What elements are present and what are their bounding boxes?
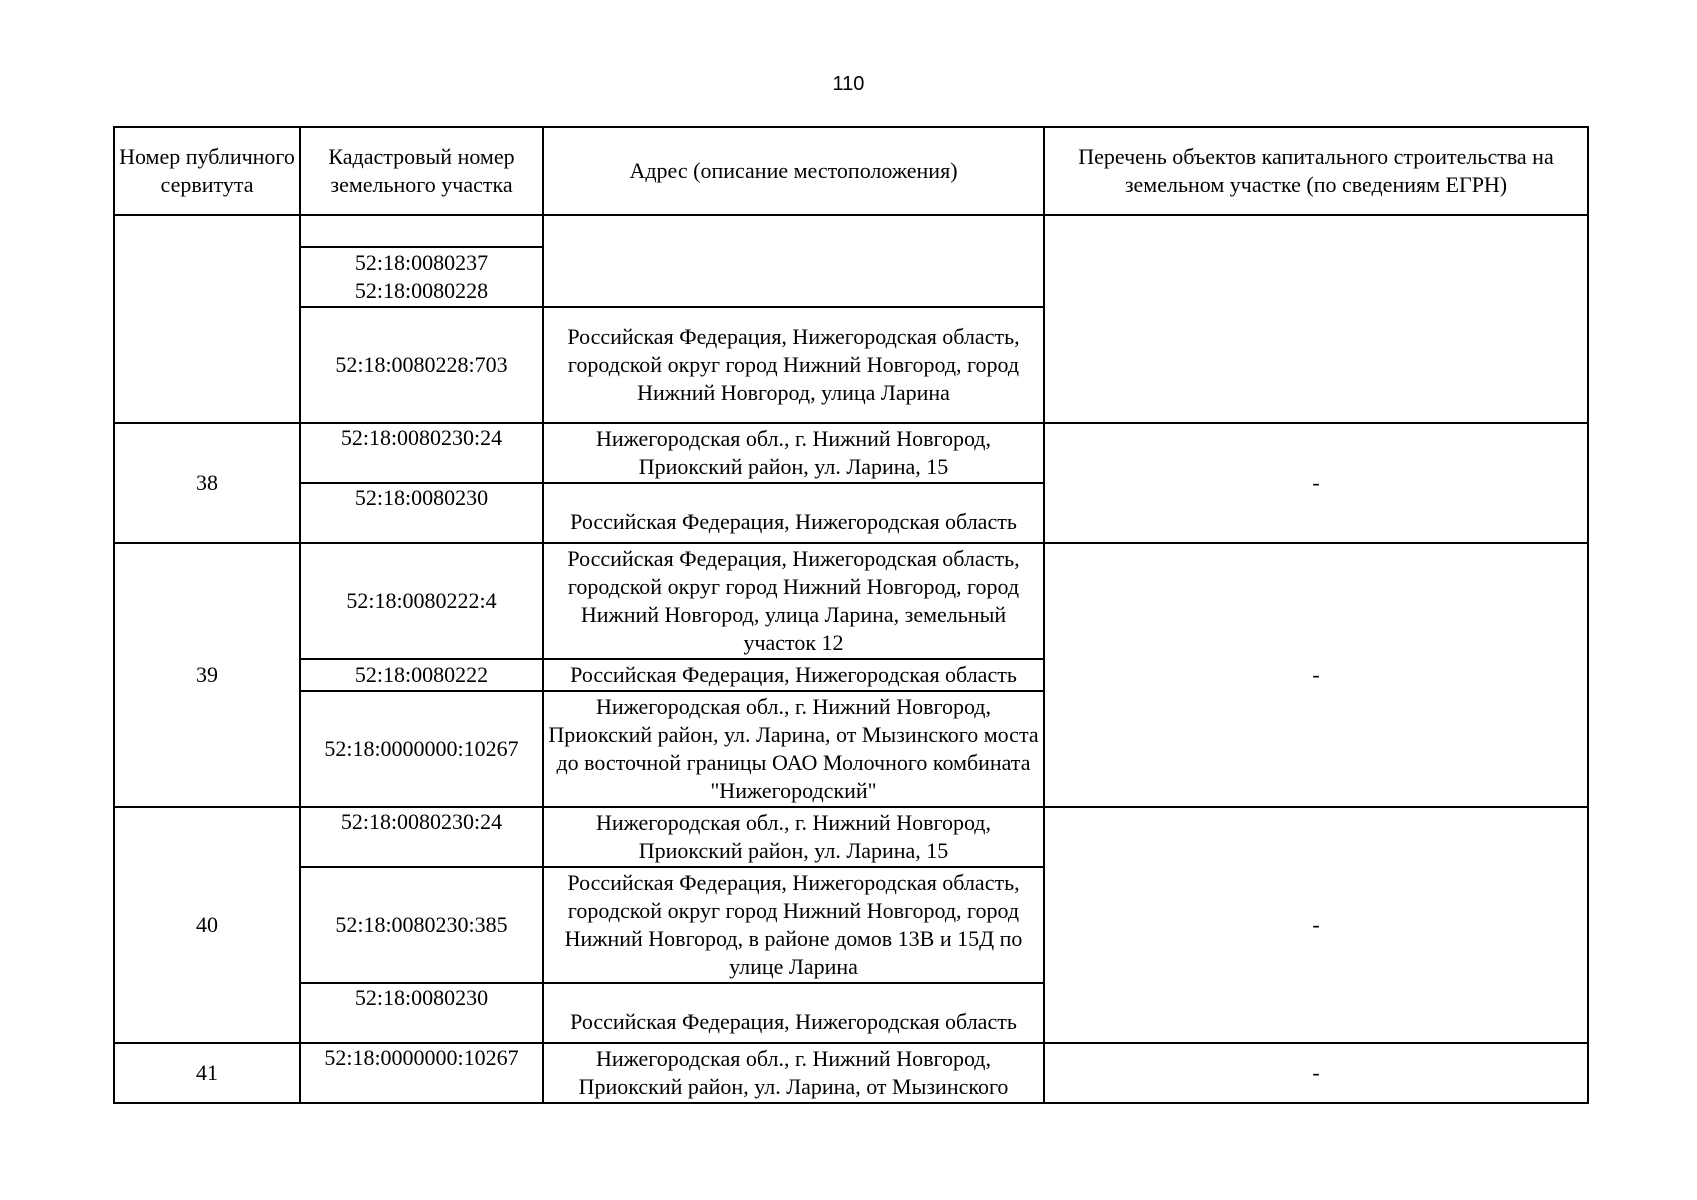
- table-row: [114, 807, 1588, 867]
- cadastral-cell: [300, 247, 543, 307]
- cadastral-number: 52:18:0080237: [354, 250, 489, 275]
- address-cell: Российская Федерация, Нижегородская область: [543, 659, 1044, 691]
- cadastral-cell: 52:18:0080230:24: [300, 423, 543, 483]
- table-row: [114, 215, 1588, 247]
- address-cell: Российская Федерация, Нижегородская область, городской округ город Нижний Новгород, город Нижний Новгород, в районе домов 13В и 15Д по улице Ларина: [543, 867, 1044, 983]
- servitude-number-cell: [114, 215, 300, 423]
- servitude-number-cell: 41: [114, 1043, 300, 1103]
- address-cell: [543, 215, 1044, 307]
- address-cell: Российская Федерация, Нижегородская область: [543, 983, 1044, 1043]
- cadastral-cell: 52:18:0000000:10267: [300, 1043, 543, 1103]
- cadastral-cell: 52:18:0080230:24: [300, 807, 543, 867]
- cadastral-number: 52:18:0080228: [354, 278, 489, 303]
- construction-objects-cell: -: [1044, 807, 1588, 1043]
- cadastral-cell: 52:18:0080230: [300, 983, 543, 1043]
- cadastral-cell: 52:18:0080230: [300, 483, 543, 543]
- table-row: [114, 543, 1588, 659]
- header-address: Адрес (описание местоположения): [543, 127, 1044, 215]
- cadastral-cell: 52:18:0000000:10267: [300, 691, 543, 807]
- header-construction-objects: Перечень объектов капитального строительства на земельном участке (по сведениям ЕГРН): [1044, 127, 1588, 215]
- address-cell: Российская Федерация, Нижегородская область: [543, 483, 1044, 543]
- address-cell: Нижегородская обл., г. Нижний Новгород, Приокский район, ул. Ларина, от Мызинского моста до восточной границы ОАО Молочного комбината "Нижегородский": [543, 691, 1044, 807]
- page-number: 110: [832, 73, 865, 95]
- construction-objects-cell: -: [1044, 423, 1588, 543]
- cadastral-cell: [300, 215, 543, 247]
- cadastral-cell: 52:18:0080230:385: [300, 867, 543, 983]
- construction-objects-cell: -: [1044, 1043, 1588, 1103]
- cadastral-cell: 52:18:0080222:4: [300, 543, 543, 659]
- table-row: [114, 423, 1588, 483]
- address-cell: Нижегородская обл., г. Нижний Новгород, Приокский район, ул. Ларина, 15: [543, 423, 1044, 483]
- header-servitude-number: Номер публичного сервитута: [114, 127, 300, 215]
- address-cell: Нижегородская обл., г. Нижний Новгород, Приокский район, ул. Ларина, от Мызинского: [543, 1043, 1044, 1103]
- cadastral-cell: 52:18:0080222: [300, 659, 543, 691]
- servitude-number-cell: 38: [114, 423, 300, 543]
- construction-objects-cell: -: [1044, 543, 1588, 807]
- servitude-number-cell: 40: [114, 807, 300, 1043]
- table-row: [114, 1043, 1588, 1103]
- servitude-table: [113, 126, 1589, 1104]
- table-header-row: [114, 127, 1588, 215]
- header-cadastral-number: Кадастровый номер земельного участка: [300, 127, 543, 215]
- address-cell: Российская Федерация, Нижегородская область, городской округ город Нижний Новгород, город Нижний Новгород, улица Ларина: [543, 307, 1044, 423]
- address-cell: Нижегородская обл., г. Нижний Новгород, Приокский район, ул. Ларина, 15: [543, 807, 1044, 867]
- servitude-number-cell: 39: [114, 543, 300, 807]
- construction-objects-cell: [1044, 215, 1588, 423]
- cadastral-cell: 52:18:0080228:703: [300, 307, 543, 423]
- address-cell: Российская Федерация, Нижегородская область, городской округ город Нижний Новгород, город Нижний Новгород, улица Ларина, земельный участок 12: [543, 543, 1044, 659]
